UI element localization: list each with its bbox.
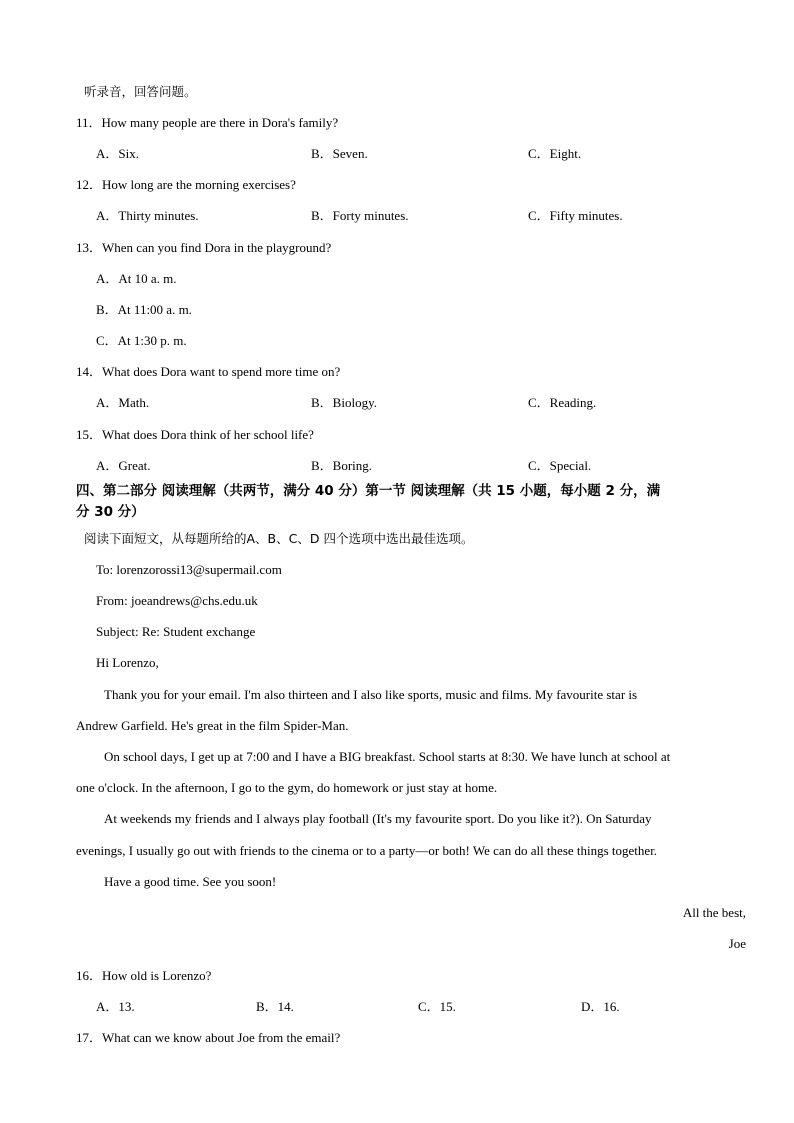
question-stem: What can we know about Joe from the email?: [102, 1030, 341, 1045]
question-number: 12．: [76, 177, 103, 192]
option-c: C．Fifty minutes.: [528, 208, 623, 223]
option-a: A．Great.: [96, 458, 151, 473]
email-from: From: joeandrews@chs.edu.uk: [96, 593, 258, 608]
reading-instruction: 阅读下面短文，从每题所给的A、B、C、D 四个选项中选出最佳选项。: [84, 531, 474, 546]
option-c: C．15.: [418, 999, 456, 1014]
email-paragraph-2: On school days, I get up at 7:00 and I have a BIG breakfast. School starts at 8:30. We have lunch at school at: [104, 749, 671, 764]
option-c: C．At 1:30 p. m.: [96, 333, 187, 348]
question-stem: How many people are there in Dora's family?: [101, 115, 339, 130]
option-c: C．Eight.: [528, 146, 582, 161]
email-paragraph-1: Thank you for your email. I'm also thirteen and I also like sports, music and films. My favourite star is: [104, 687, 638, 702]
email-signature: Joe: [728, 936, 746, 951]
question-13: [76, 240, 331, 256]
question-14: [76, 364, 340, 380]
email-paragraph-4: Have a good time. See you soon!: [104, 874, 277, 889]
question-17: [76, 1030, 340, 1046]
option-b: B．At 11:00 a. m.: [96, 302, 192, 317]
option-c: C．Special.: [528, 458, 592, 473]
email-subject: Subject: Re: Student exchange: [96, 624, 256, 639]
option-a: A．Six.: [96, 146, 139, 161]
question-11: [76, 115, 338, 131]
option-a: A．Thirty minutes.: [96, 208, 199, 223]
question-number: 16．: [76, 968, 103, 983]
question-number: 13．: [76, 240, 103, 255]
option-a: A．13.: [96, 999, 135, 1014]
email-greeting: Hi Lorenzo,: [96, 655, 159, 670]
email-paragraph-2-cont: one o'clock. In the afternoon, I go to the gym, do homework or just stay at home.: [76, 780, 498, 795]
email-paragraph-1-cont: Andrew Garfield. He's great in the film Spider-Man.: [76, 718, 349, 733]
question-stem: When can you find Dora in the playground?: [102, 240, 332, 255]
question-stem: How old is Lorenzo?: [102, 968, 212, 983]
question-number: 15．: [76, 427, 103, 442]
option-a: A．Math.: [96, 395, 150, 410]
option-b: B．Biology.: [311, 395, 377, 410]
option-a: A．At 10 a. m.: [96, 271, 177, 286]
question-16: [76, 968, 211, 984]
option-d: D．16.: [581, 999, 620, 1014]
email-closing: All the best,: [682, 905, 746, 920]
email-to: To: lorenzorossi13@supermail.com: [96, 562, 282, 577]
section-heading-continued: 分 30 分）: [76, 504, 145, 520]
option-b: B．Seven.: [311, 146, 368, 161]
question-stem: What does Dora think of her school life?: [102, 427, 314, 442]
question-number: 17．: [76, 1030, 103, 1045]
question-stem: How long are the morning exercises?: [102, 177, 296, 192]
email-paragraph-3-cont: evenings, I usually go out with friends to the cinema or to a party—or both! We can do all these things together.: [76, 843, 658, 858]
question-stem: What does Dora want to spend more time on?: [102, 364, 341, 379]
question-number: 11．: [76, 115, 102, 130]
question-number: 14．: [76, 364, 103, 379]
listening-instruction: 听录音，回答问题。: [84, 84, 197, 99]
section-heading: 四、第二部分 阅读理解（共两节，满分 40 分）第一节 阅读理解（共 15 小题，每小题 2 分，满: [76, 483, 661, 499]
option-b: B．14.: [256, 999, 294, 1014]
question-12: [76, 177, 296, 193]
email-paragraph-3: At weekends my friends and I always play football (It's my favourite sport. Do you like it?). On Saturday: [104, 811, 652, 826]
option-b: B．Boring.: [311, 458, 373, 473]
option-c: C．Reading.: [528, 395, 597, 410]
question-15: [76, 427, 314, 443]
option-b: B．Forty minutes.: [311, 208, 409, 223]
